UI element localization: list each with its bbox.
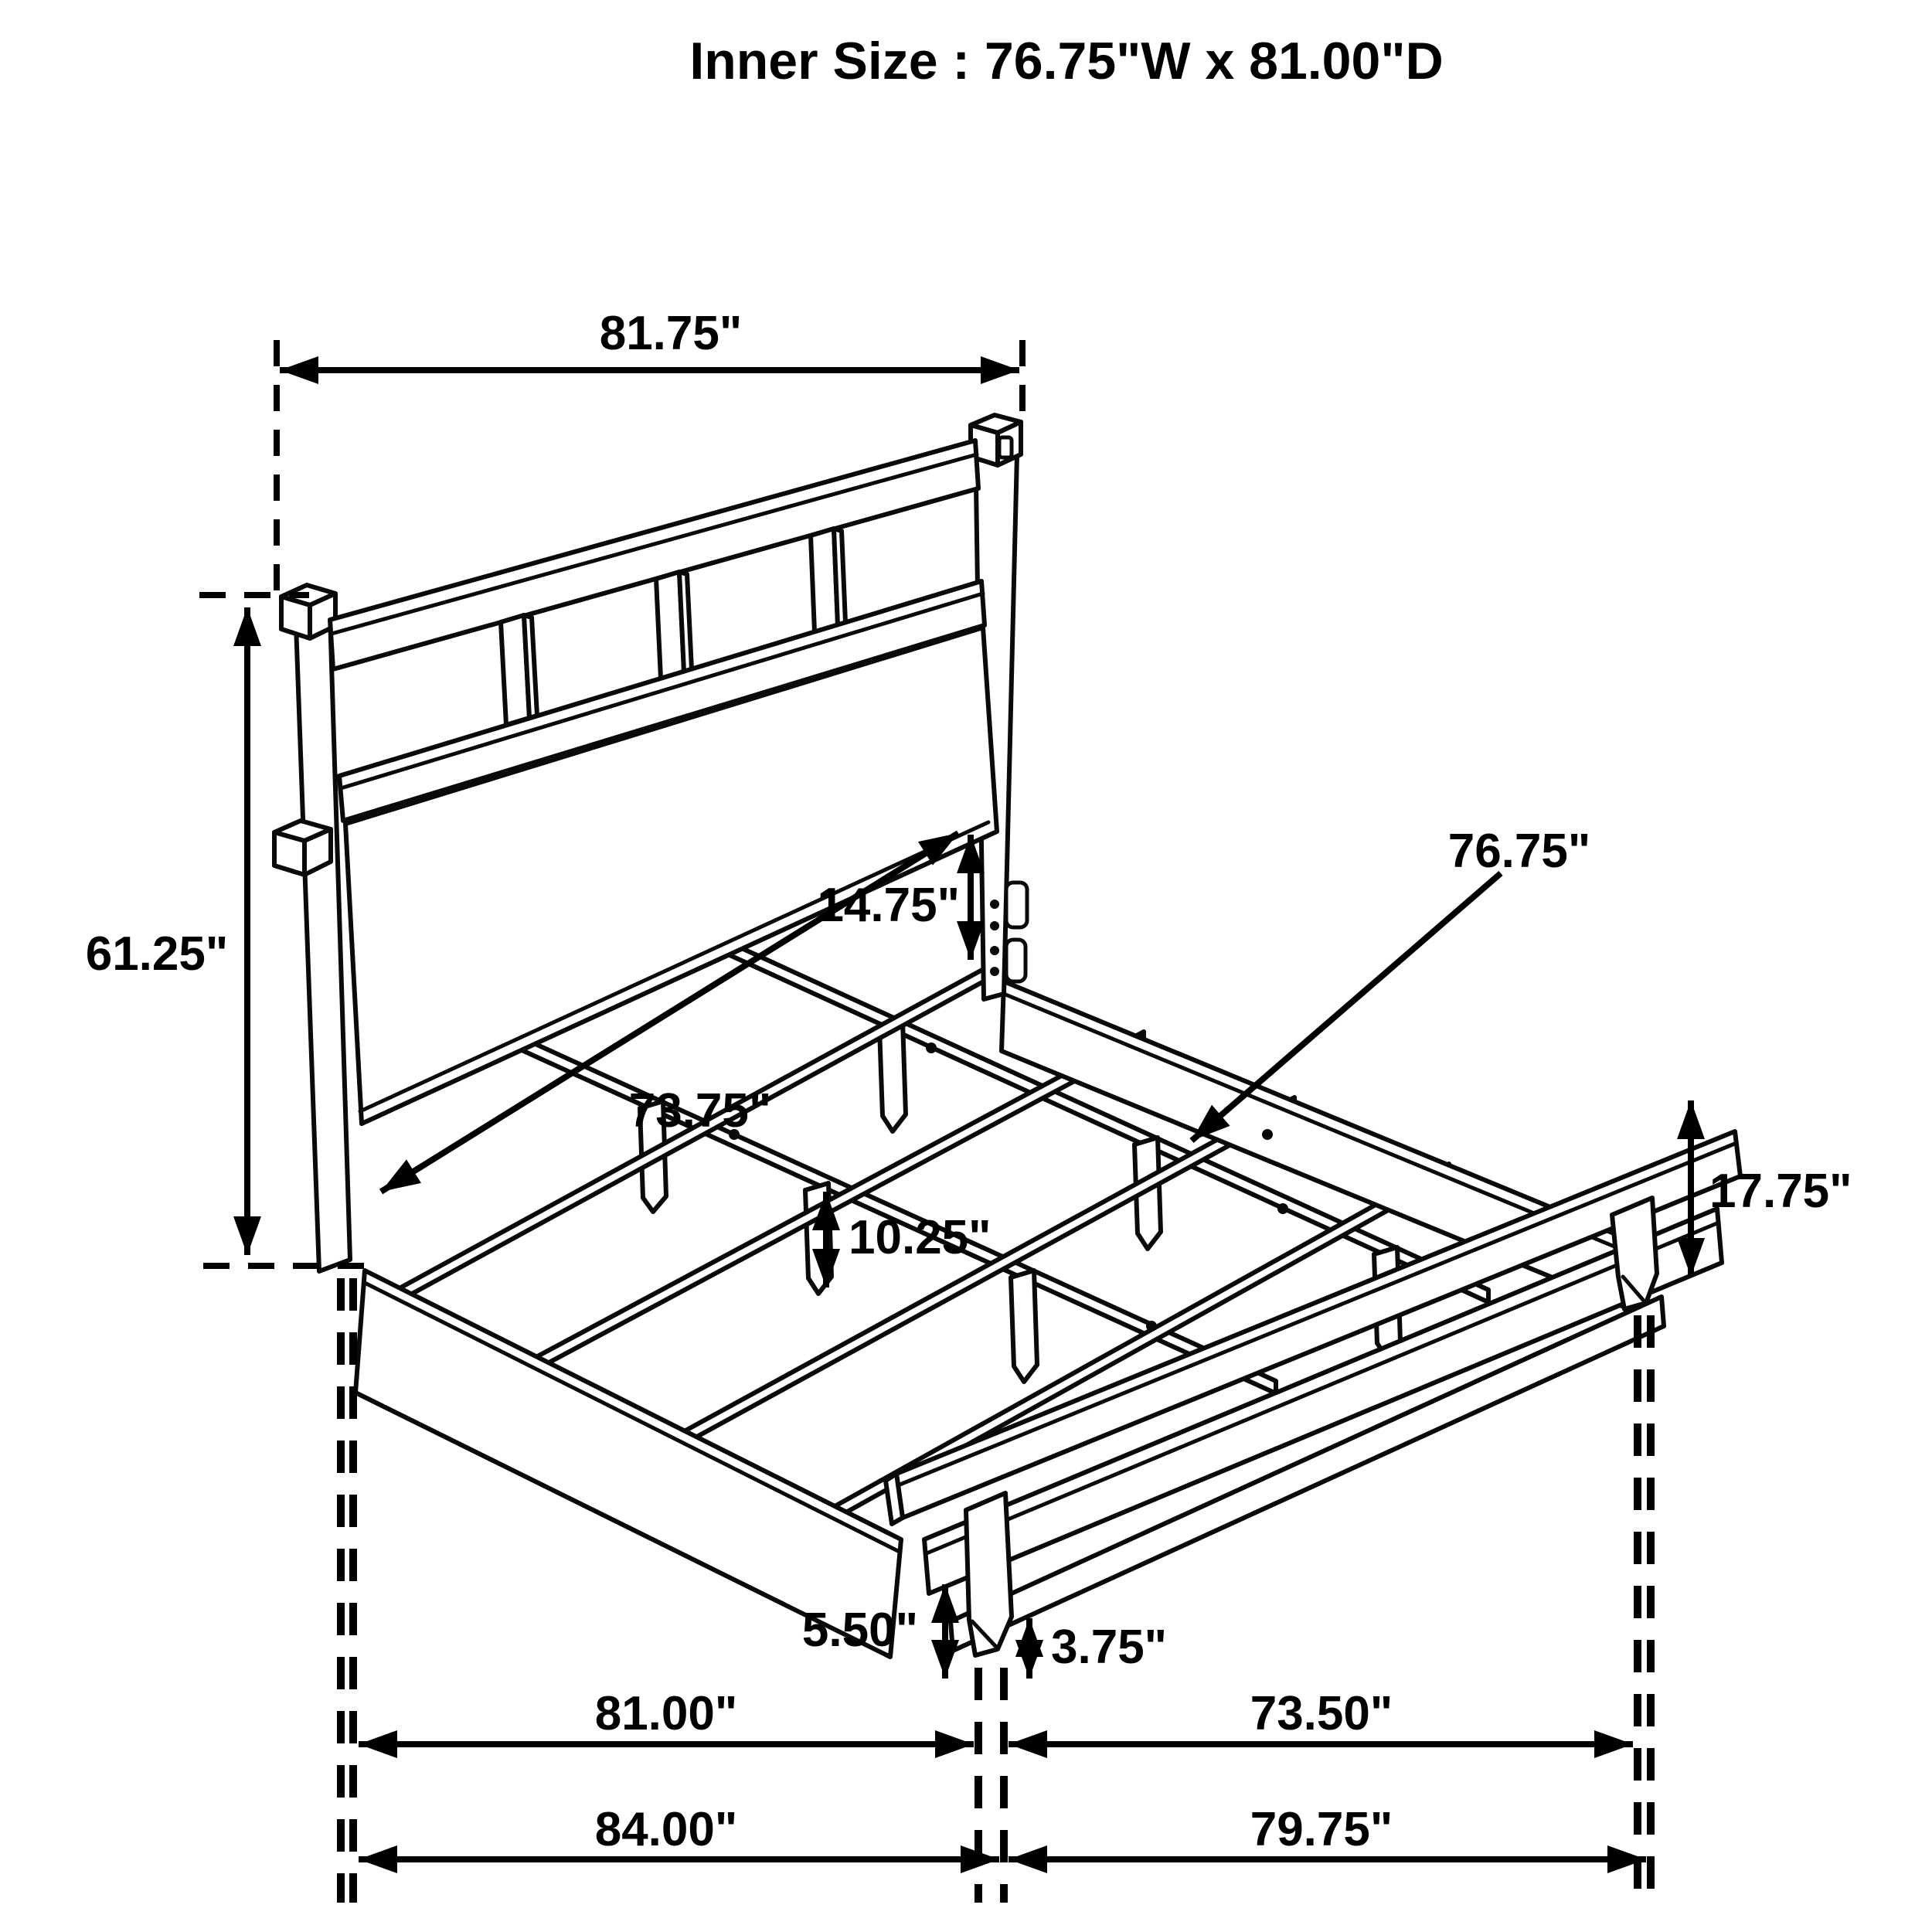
headboard-slat-divider-side <box>834 529 845 625</box>
bolt <box>1262 1129 1273 1140</box>
dim-label-headboard-height: 61.25" <box>85 927 229 981</box>
headboard-top-rail-lip <box>332 454 977 634</box>
dim-label-footboard-inner-span: 73.50" <box>1250 1687 1393 1740</box>
dim-label-headboard-inner-width: 73.75" <box>628 1084 772 1138</box>
dim-label-footboard-clearance: 3.75" <box>1051 1621 1168 1674</box>
rail-bracket <box>1006 940 1026 981</box>
diagram-title: Inner Size : 76.75"W x 81.00"D <box>689 32 1444 90</box>
stringer-far <box>726 941 1488 1302</box>
dim-label-inner-depth: 81.00" <box>594 1687 738 1740</box>
bolt <box>990 967 999 976</box>
bolt <box>990 946 999 955</box>
headboard-left-post <box>296 614 350 1271</box>
extension-lines <box>199 340 1651 1903</box>
left-finial-front <box>281 597 310 638</box>
dim-label-headboard-above-platform: 14.75" <box>817 879 960 932</box>
dim-label-side-rail-clearance: 5.50" <box>801 1604 918 1657</box>
bolt <box>926 1043 937 1053</box>
dim-label-footboard-height: 17.75" <box>1709 1165 1852 1218</box>
bolt <box>1277 1203 1288 1214</box>
post-slot <box>999 437 1012 457</box>
dim-label-slat-support-width: 76.75" <box>1447 825 1591 878</box>
bolt <box>990 921 999 930</box>
dim-label-footboard-span: 79.75" <box>1250 1803 1393 1856</box>
dim-label-headboard-overall-width: 81.75" <box>599 307 743 360</box>
rail-bracket <box>1006 883 1027 927</box>
dim-label-overall-depth: 84.00" <box>594 1803 738 1856</box>
dim-label-center-leg-height: 10.25" <box>849 1211 992 1264</box>
left-side-rail <box>355 1270 901 1657</box>
right-side-rail <box>1002 981 1648 1315</box>
headboard-slat-divider-side <box>679 572 692 672</box>
bolt <box>990 900 999 909</box>
dim-leader-slat-support-width <box>1192 873 1501 1141</box>
left-stile-cap-front <box>274 832 304 875</box>
support-leg <box>1011 1270 1037 1382</box>
footboard-left-leg <box>966 1493 1012 1655</box>
left-rail-face <box>355 1270 901 1657</box>
bed-frame-drawing <box>274 415 1740 1657</box>
